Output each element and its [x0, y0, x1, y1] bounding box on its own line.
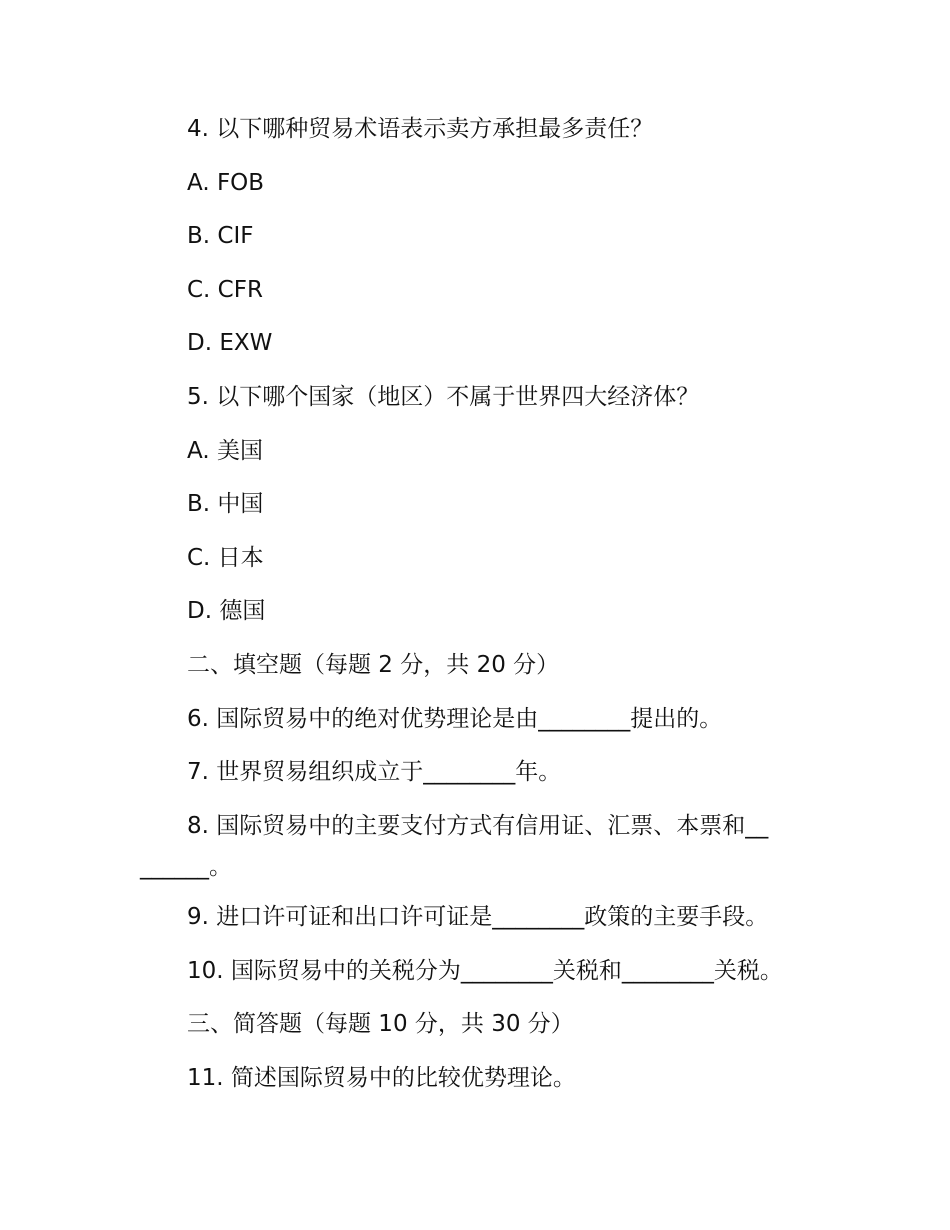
question-8: 8. 国际贸易中的主要支付方式有信用证、汇票、本票和__	[187, 813, 769, 839]
question-4: 4. 以下哪种贸易术语表示卖方承担最多责任？	[187, 116, 654, 142]
question-5-option-a: A. 美国	[187, 438, 263, 464]
question-5-option-b: B. 中国	[187, 491, 264, 517]
question-4-option-a: A. FOB	[187, 170, 265, 196]
question-9: 9. 进口许可证和出口许可证是________政策的主要手段。	[187, 904, 769, 930]
question-5: 5. 以下哪个国家（地区）不属于世界四大经济体？	[187, 384, 700, 410]
question-4-option-b: B. CIF	[187, 223, 254, 249]
question-10: 10. 国际贸易中的关税分为________关税和________关税。	[187, 958, 783, 984]
question-5-option-c: C. 日本	[187, 545, 264, 571]
question-11: 11. 简述国际贸易中的比较优势理论。	[187, 1065, 576, 1091]
question-4-option-c: C. CFR	[187, 277, 263, 303]
section-heading-fill-in: 二、填空题（每题 2 分，共 20 分）	[187, 652, 560, 678]
question-5-option-d: D. 德国	[187, 598, 266, 624]
question-6: 6. 国际贸易中的绝对优势理论是由________提出的。	[187, 706, 723, 732]
section-heading-short-answer: 三、简答题（每题 10 分，共 30 分）	[187, 1011, 574, 1037]
question-7: 7. 世界贸易组织成立于________年。	[187, 759, 562, 785]
question-4-option-d: D. EXW	[187, 330, 273, 356]
question-8-continuation: ______。	[140, 854, 232, 880]
